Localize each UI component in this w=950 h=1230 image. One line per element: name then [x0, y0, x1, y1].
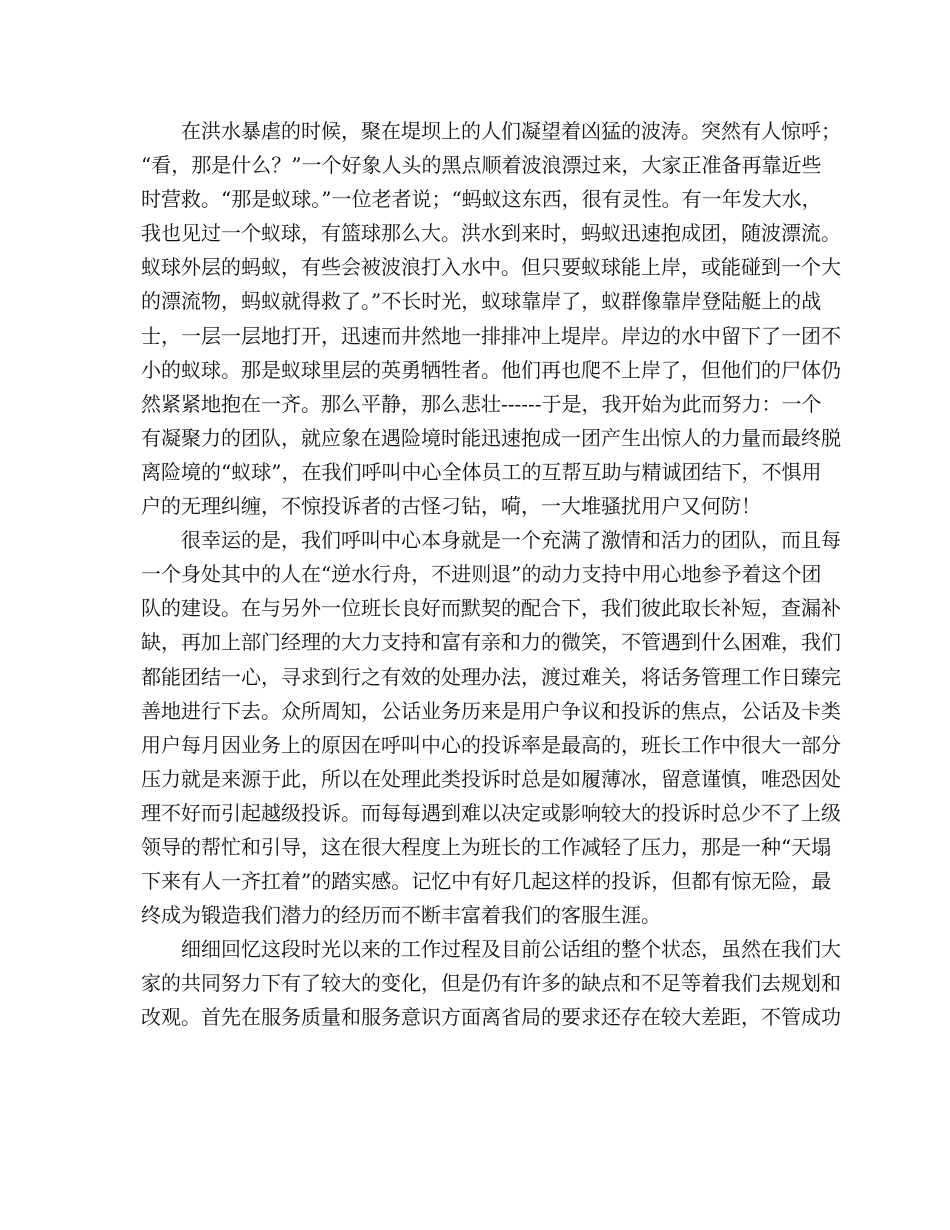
- text-line: [141, 216, 841, 250]
- text-line: [141, 489, 809, 523]
- text-line: [141, 114, 841, 148]
- text-line-content: 有凝聚力的团队，就应象在遇险境时能迅速抱成一团产生出惊人的力量而最终脱: [141, 425, 841, 450]
- paragraph-1: [141, 114, 841, 523]
- text-line-content: 蚁球外层的蚂蚁，有些会被波浪打入水中。但只要蚁球能上岸，或能碰到一个大: [141, 255, 841, 280]
- text-line-content: 很幸运的是，我们呼叫中心本身就是一个充满了激情和活力的团队，而且每: [181, 528, 841, 553]
- text-line-content: 然紧紧地抱在一齐。那么平静，那么悲壮------于是，我开始为此而努力：一个: [141, 391, 822, 416]
- text-line-content: 的漂流物，蚂蚁就得救了。”不长时光，蚁球靠岸了，蚁群像靠岸登陆艇上的战: [141, 289, 822, 314]
- text-line: [141, 932, 841, 966]
- text-line: [141, 796, 841, 830]
- text-line-content: 终成为锻造我们潜力的经历而不断丰富着我们的客服生涯。: [141, 903, 661, 928]
- paragraph-2: [141, 523, 841, 932]
- text-line-content: 小的蚁球。那是蚁球里层的英勇牺牲者。他们再也爬不上岸了，但他们的尸体仍: [141, 357, 841, 382]
- text-line: [141, 966, 841, 1000]
- text-line: [141, 319, 841, 353]
- text-line: [141, 284, 822, 318]
- paragraph-3: [141, 932, 841, 1034]
- text-line: [141, 591, 841, 625]
- text-line-content: 户的无理纠缠，不惊投诉者的古怪刁钻，嗬，一大堆骚扰用户又何防！: [141, 494, 761, 519]
- text-line-content: 缺，再加上部门经理的大力支持和富有亲和力的微笑，不管遇到什么困难，我们: [141, 630, 841, 655]
- text-line-content: 善地进行下去。众所周知，公话业务历来是用户争议和投诉的焦点，公话及卡类: [141, 698, 841, 723]
- text-line: [141, 898, 809, 932]
- text-line-content: 都能团结一心，寻求到行之有效的处理办法，渡过难关，将话务管理工作日臻完: [141, 664, 841, 689]
- text-line-content: 用户每月因业务上的原因在呼叫中心的投诉率是最高的，班长工作中很大一部分: [141, 732, 841, 757]
- text-line-content: 我也见过一个蚁球，有篮球那么大。洪水到来时，蚂蚁迅速抱成团，随波漂流。: [141, 221, 841, 246]
- text-line: [141, 625, 841, 659]
- text-line: [141, 523, 841, 557]
- text-line-content: 队的建设。在与另外一位班长良好而默契的配合下，我们彼此取长补短，查漏补: [141, 596, 841, 621]
- text-line: [141, 182, 822, 216]
- text-line: [141, 660, 841, 694]
- text-line-content: 理不好而引起越级投诉。而每每遇到难以决定或影响较大的投诉时总少不了上级: [141, 800, 841, 825]
- text-line-content: 领导的帮忙和引导，这在很大程度上为班长的工作减轻了压力，那是一种“天塌: [141, 834, 832, 859]
- text-line: [141, 1000, 841, 1034]
- text-line: [141, 830, 832, 864]
- text-line: [141, 387, 822, 421]
- text-line: [141, 864, 832, 898]
- text-line: [141, 421, 841, 455]
- text-line-content: 家的共同努力下有了较大的变化，但是仍有许多的缺点和不足等着我们去规划和: [141, 971, 841, 996]
- text-line: [141, 557, 822, 591]
- text-line: [141, 694, 841, 728]
- text-line-content: 下来有人一齐扛着”的踏实感。记忆中有好几起这样的投诉，但都有惊无险，最: [141, 869, 832, 894]
- text-line-content: 在洪水暴虐的时候，聚在堤坝上的人们凝望着凶猛的波涛。突然有人惊呼；: [181, 119, 841, 143]
- text-line: [141, 455, 822, 489]
- text-line: [141, 728, 841, 762]
- text-line: [141, 762, 841, 796]
- text-line-content: “看，那是什么？”一个好象人头的黑点顺着波浪漂过来，大家正准备再靠近些: [141, 153, 822, 178]
- text-line-content: 压力就是来源于此，所以在处理此类投诉时总是如履薄冰，留意谨慎，唯恐因处: [141, 766, 841, 791]
- text-line-content: 士，一层一层地打开，迅速而井然地一排排冲上堤岸。岸边的水中留下了一团不: [141, 323, 841, 348]
- text-line: [141, 148, 822, 182]
- text-line-content: 时营救。“那是蚁球。”一位老者说；“蚂蚁这东西，很有灵性。有一年发大水，: [141, 187, 822, 212]
- text-line-content: 细细回忆这段时光以来的工作过程及目前公话组的整个状态，虽然在我们大: [181, 937, 841, 962]
- text-line: [141, 353, 841, 387]
- text-line-content: 改观。首先在服务质量和服务意识方面离省局的要求还存在较大差距，不管成功: [141, 1005, 841, 1030]
- document-body: [141, 114, 841, 1035]
- text-line: [141, 250, 841, 284]
- text-line-content: 一个身处其中的人在“逆水行舟，不进则退”的动力支持中用心地参予着这个团: [141, 562, 822, 587]
- text-line-content: 离险境的“蚁球”，在我们呼叫中心全体员工的互帮互助与精诚团结下，不惧用: [141, 459, 822, 484]
